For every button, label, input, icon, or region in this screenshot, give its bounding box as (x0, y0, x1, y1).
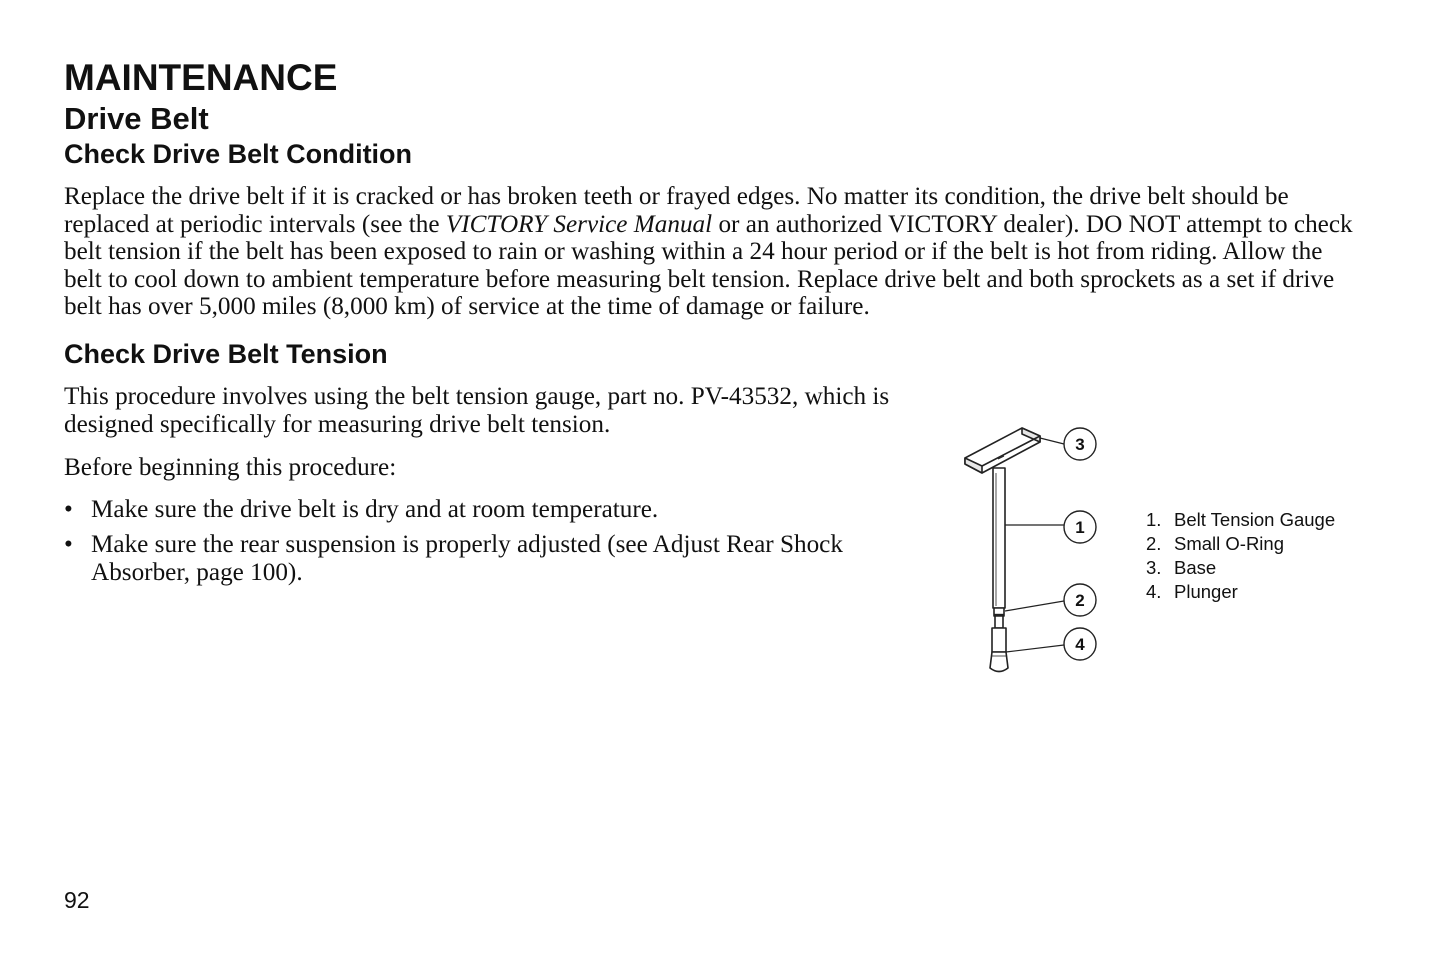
list-item-text: Make sure the drive belt is dry and at room temperature. (91, 495, 659, 523)
condition-text-2: or an authorized VICTORY dealer). DO NOT attempt to check belt tension if the belt has been exposed to rain or washing within a 24 hour period or if the belt is hot from riding. Allow the belt to cool down to ambient temperature before measuring belt tension. Replace drive belt and both sprockets as a set if drive belt has over 5,000 miles (8,000 km) of service at the time of damage or failure. (64, 210, 1353, 321)
condition-heading: Check Drive Belt Condition (64, 139, 413, 169)
legend-label: Plunger (1174, 581, 1238, 602)
callout-label: 2 (1075, 591, 1085, 610)
section-title: MAINTENANCE (64, 57, 338, 98)
legend-item (1146, 508, 1335, 532)
legend-number: 4. (1146, 581, 1162, 602)
legend-number: 3. (1146, 557, 1162, 578)
legend-label: Belt Tension Gauge (1174, 509, 1336, 530)
tension-column (64, 383, 894, 587)
callout-label: 1 (1075, 518, 1085, 537)
legend-item (1146, 580, 1335, 604)
prerequisite-list (64, 496, 894, 587)
legend-label: Small O-Ring (1174, 533, 1284, 554)
page-number: 92 (64, 887, 90, 913)
legend-number: 1. (1146, 509, 1162, 530)
condition-text-1: Replace the drive belt if it is cracked or has broken teeth or frayed edges. No matter its condition, the drive belt should be replaced at periodic intervals (see the (64, 183, 1289, 238)
legend-item (1146, 532, 1335, 556)
belt-tension-gauge-illustration (960, 418, 1110, 680)
condition-paragraph (64, 183, 1354, 321)
legend-item (1146, 556, 1335, 580)
figure-legend (1146, 508, 1335, 604)
list-item (64, 496, 894, 524)
subsection-title: Drive Belt (64, 101, 209, 136)
bullet-icon: • (64, 531, 73, 559)
tension-intro: This procedure involves using the belt tension gauge, part no. PV-43532, which is designed specifically for measuring drive belt tension. (64, 382, 890, 438)
list-item (64, 531, 894, 586)
list-item-text: Make sure the rear suspension is properly adjusted (see Adjust Rear Shock Absorber, page 100). (91, 531, 843, 586)
plunger-icon (992, 628, 1006, 652)
legend-label: Base (1174, 557, 1217, 578)
gauge-body-icon (993, 468, 1005, 608)
callout-label: 3 (1075, 435, 1085, 454)
legend-number: 2. (1146, 533, 1162, 554)
callout-label: 4 (1075, 635, 1085, 654)
service-manual-title: VICTORY Service Manual (445, 210, 713, 238)
tension-before: Before beginning this procedure: (64, 454, 397, 482)
tension-heading: Check Drive Belt Tension (64, 338, 388, 369)
bullet-icon: • (64, 495, 73, 523)
